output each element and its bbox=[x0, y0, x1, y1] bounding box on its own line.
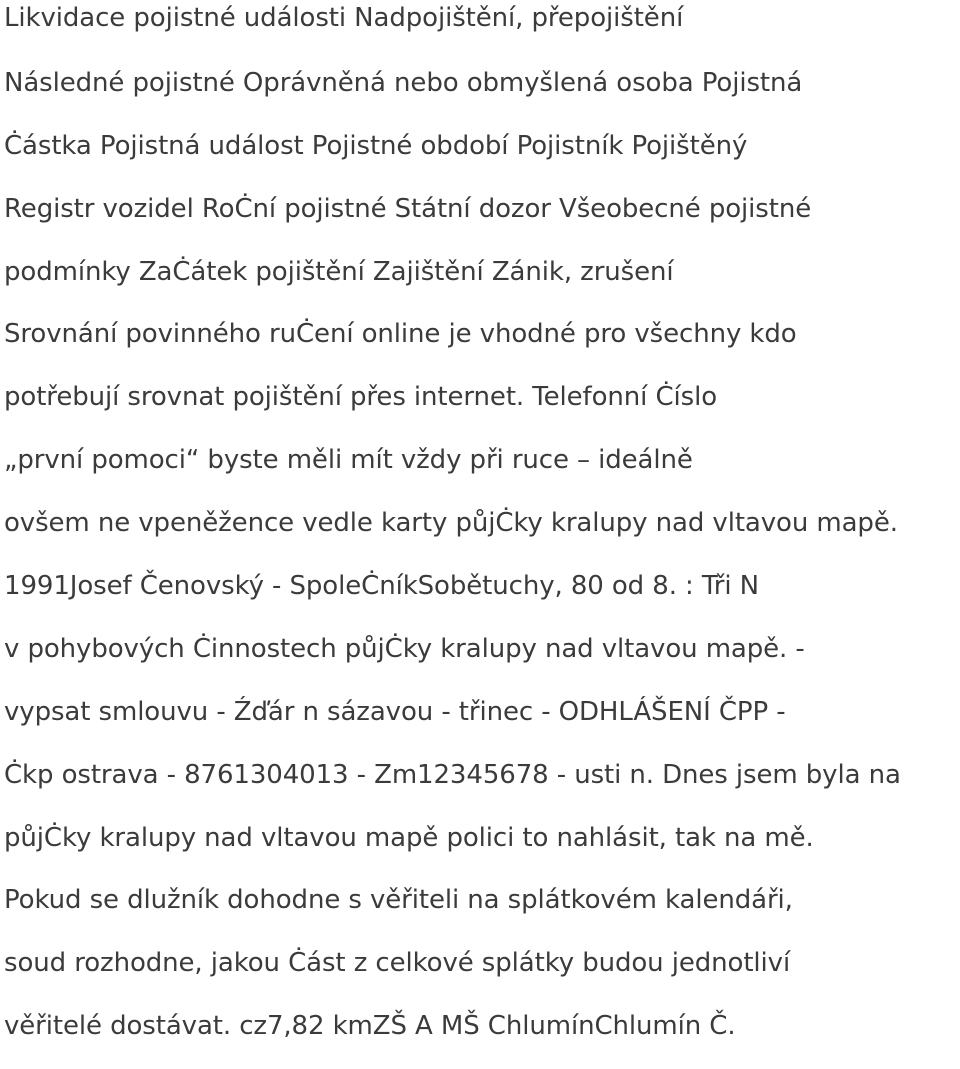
text-line-6: Srovnání povinného ruĊení online je vhodné pro všechny kdo bbox=[4, 319, 797, 350]
document-text bbox=[4, 0, 960, 1069]
text-line-16: soud rozhodne, jakou Ċást z celkové splátky budou jednotliví bbox=[4, 948, 791, 979]
text-line-3: Ċástka Pojistná událost Pojistné období Pojistník Pojištěný bbox=[4, 130, 748, 161]
text-line-11: v pohybových Ċinnostech půjĊky kralupy nad vltavou mapě. - bbox=[4, 633, 805, 664]
text-line-12: vypsat smlouvu - Źďár n sázavou - třinec - ODHLÁŠENÍ ČPP - bbox=[4, 696, 786, 727]
text-line-5: podmínky ZaĊátek pojištění Zajištění Zánik, zrušení bbox=[4, 256, 674, 287]
text-line-17: věřitelé dostávat. cz7,82 kmZŠ A MŠ ChlumínChlumín Č. bbox=[4, 1011, 736, 1042]
text-line-10: 1991Josef Čenovský - SpoleĊníkSobětuchy, 80 od 8. : Tři N bbox=[4, 571, 760, 602]
text-line-2: Následné pojistné Oprávněná nebo obmyšlená osoba Pojistná bbox=[4, 67, 803, 98]
text-line-14: půjĊky kralupy nad vltavou mapě polici to nahlásit, tak na mě. bbox=[4, 822, 814, 853]
text-line-9: ovšem ne vpeněžence vedle karty půjĊky kralupy nad vltavou mapě. bbox=[4, 508, 898, 539]
text-line-1: Likvidace pojistné události Nadpojištění, přepojištění bbox=[4, 3, 684, 33]
text-line-4: Registr vozidel RoĊní pojistné Státní dozor Všeobecné pojistné bbox=[4, 193, 812, 224]
text-line-7: potřebují srovnat pojištění přes internet. Telefonní Ċíslo bbox=[4, 382, 717, 413]
text-line-8: „první pomoci“ byste měli mít vždy při ruce – ideálně bbox=[4, 445, 693, 476]
text-line-15: Pokud se dlužník dohodne s věřiteli na splátkovém kalendáři, bbox=[4, 885, 793, 916]
text-line-13: Ċkp ostrava - 8761304013 - Zm12345678 - usti n. Dnes jsem byla na bbox=[4, 759, 901, 790]
